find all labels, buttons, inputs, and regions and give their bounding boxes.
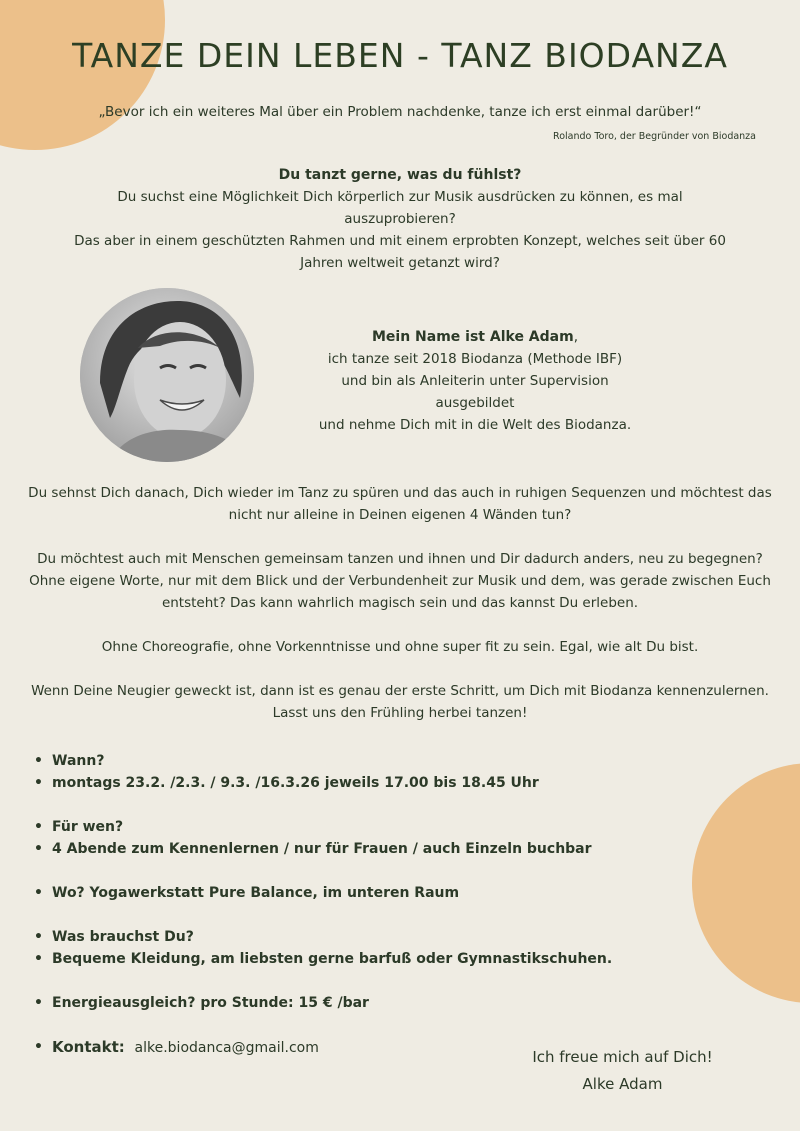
- detail-need: [34, 926, 694, 970]
- page-title: TANZE DEIN LEBEN - TANZ BIODANZA: [72, 36, 728, 75]
- portrait-photo: [80, 288, 254, 462]
- intro-lead: Du tanzt gerne, was du fühlst?: [278, 167, 522, 183]
- detail-need-question: • Was brauchst Du?: [34, 926, 694, 948]
- detail-where: [34, 882, 694, 904]
- detail-price: [34, 992, 694, 1014]
- bio-line-2: und bin als Anleiterin unter Supervision ausgebildet: [341, 373, 609, 411]
- paragraph-longing: Du sehnst Dich danach, Dich wieder im Tanz zu spüren und das auch in ruhigen Sequenzen und möchtest das nicht nur alleine in Deinen eigenen 4 Wänden tun?: [28, 485, 772, 523]
- bio-section: [305, 326, 645, 436]
- detail-when-dates: • montags 23.2. /2.3. / 9.3. /16.3.26 jeweils 17.00 bis 18.45 Uhr: [34, 772, 694, 794]
- paragraph-together: Du möchtest auch mit Menschen gemeinsam tanzen und ihnen und Dir dadurch anders, neu zu begegnen? Ohne eigene Worte, nur mit dem Blick und der Verbundenheit zur Musik und dem, was gerade zwischen Euch entsteht? Das kann wahrlich magisch sein und das kannst Du erleben.: [29, 551, 771, 611]
- intro-line-1: Du suchst eine Möglichkeit Dich körperlich zur Musik ausdrücken zu können, es mal auszuprobieren?: [117, 189, 683, 227]
- detail-when: [34, 750, 694, 794]
- intro-line-2: Das aber in einem geschützten Rahmen und mit einem erprobten Konzept, welches seit über 60 Jahren weltweit getanzt wird?: [74, 233, 726, 271]
- paragraph-no-choreography: Ohne Choreografie, ohne Vorkenntnisse und ohne super fit zu sein. Egal, wie alt Du bist.: [101, 639, 699, 655]
- detail-who-answer: • 4 Abende zum Kennenlernen / nur für Frauen / auch Einzeln buchbar: [34, 838, 694, 860]
- body-text: [20, 482, 780, 746]
- event-details: [34, 750, 694, 1059]
- detail-need-answer: • Bequeme Kleidung, am liebsten gerne barfuß oder Gymnastikschuhen.: [34, 948, 694, 970]
- detail-who: [34, 816, 694, 860]
- detail-who-question: • Für wen?: [34, 816, 694, 838]
- quote-text: „Bevor ich ein weiteres Mal über ein Problem nachdenke, tanze ich erst einmal darüber!“: [98, 104, 702, 120]
- detail-when-question: • Wann?: [34, 750, 694, 772]
- paragraph-curiosity: Wenn Deine Neugier geweckt ist, dann ist es genau der erste Schritt, um Dich mit Biodanza kennenzulernen. Lasst uns den Frühling herbei tanzen!: [31, 683, 769, 721]
- decorative-circle-top-left: [0, 0, 165, 150]
- intro-section: [60, 164, 740, 274]
- portrait-image: [80, 288, 254, 462]
- signoff-name: Alke Adam: [582, 1075, 663, 1093]
- contact-label: Kontakt:: [52, 1038, 125, 1056]
- decorative-circle-bottom-right: [692, 763, 800, 1003]
- detail-where-text: • Wo? Yogawerkstatt Pure Balance, im unteren Raum: [34, 882, 694, 904]
- detail-price-text: • Energieausgleich? pro Stunde: 15 € /bar: [34, 992, 694, 1014]
- bio-name: Mein Name ist Alke Adam: [371, 329, 574, 345]
- quote-author: Rolando Toro, der Begründer von Biodanza: [553, 131, 756, 142]
- contact-email[interactable]: alke.biodanca@gmail.com: [134, 1040, 319, 1056]
- signoff-line-1: Ich freue mich auf Dich!: [532, 1048, 713, 1066]
- bio-line-3: und nehme Dich mit in die Welt des Biodanza.: [318, 417, 632, 433]
- signoff: [505, 1044, 740, 1098]
- bio-line-1: ich tanze seit 2018 Biodanza (Methode IBF): [327, 351, 623, 367]
- bio-name-suffix: ,: [573, 329, 578, 345]
